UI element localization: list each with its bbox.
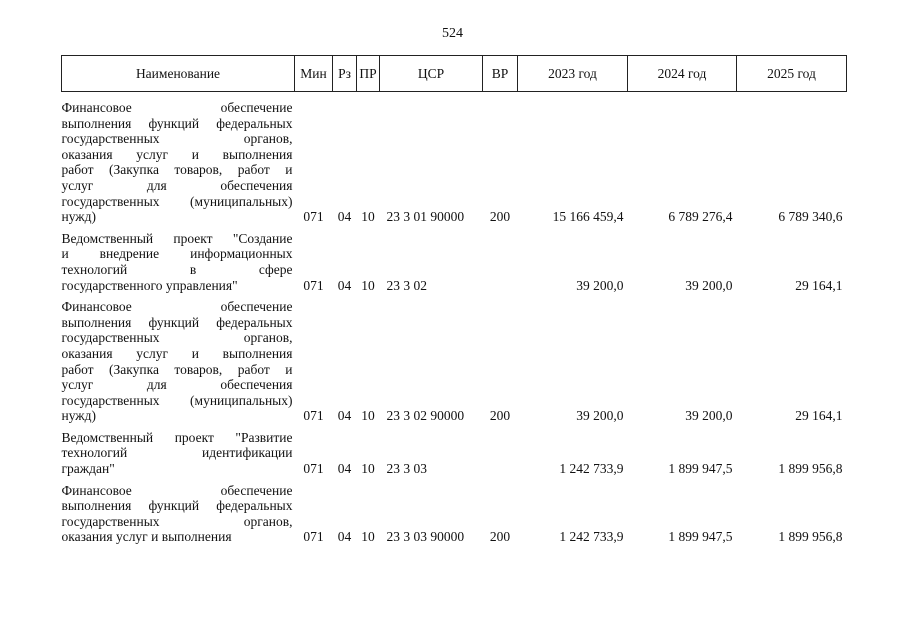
cell-min: 071 xyxy=(303,529,324,545)
column-header-csr: ЦСР xyxy=(380,56,483,92)
name-line: работ (Закупка товаров, работ и xyxy=(61,361,293,377)
name-line: Ведомственный проект "Создание xyxy=(61,230,293,246)
name-line: оказания услуг и выполнения xyxy=(61,345,293,361)
cell-2024: 1 899 947,5 xyxy=(668,529,733,545)
cell-vr xyxy=(483,430,518,483)
cell-2023: 1 242 733,9 xyxy=(559,529,624,545)
column-header-vr: ВР xyxy=(483,56,518,92)
name-line: государственных органов, xyxy=(61,513,293,529)
name-line: услуг для обеспечения xyxy=(61,377,293,393)
cell-2025: 6 789 340,6 xyxy=(778,209,843,225)
cell-csr: 23 3 01 90000 xyxy=(386,209,465,225)
cell-2024: 1 899 947,5 xyxy=(668,461,733,477)
name-line: Финансовое обеспечение xyxy=(61,100,293,115)
column-header-2024: 2024 год xyxy=(628,56,737,92)
column-header-min: Мин xyxy=(295,56,333,92)
cell-rz: 04 xyxy=(337,408,352,424)
name-line: и внедрение информационных xyxy=(61,246,293,262)
cell-vr: 200 xyxy=(489,529,511,545)
name-line: Финансовое обеспечение xyxy=(61,299,293,315)
cell-2025: 1 899 956,8 xyxy=(778,461,843,477)
table-body xyxy=(62,92,847,552)
cell-min: 071 xyxy=(303,408,324,424)
cell-2024: 39 200,0 xyxy=(685,408,733,424)
cell-csr: 23 3 03 90000 xyxy=(386,529,465,545)
cell-name xyxy=(62,231,295,299)
name-line: государственных органов, xyxy=(61,131,293,147)
cell-name xyxy=(62,299,295,430)
name-line: нужд) xyxy=(61,408,96,424)
cell-name xyxy=(62,483,295,551)
table-row xyxy=(62,231,847,299)
table-row xyxy=(62,483,847,551)
cell-pr: 10 xyxy=(361,277,375,293)
cell-name xyxy=(62,92,295,231)
column-header-2023: 2023 год xyxy=(518,56,628,92)
name-line: оказания услуг и выполнения xyxy=(61,146,293,162)
cell-rz: 04 xyxy=(337,461,352,477)
cell-min: 071 xyxy=(303,277,324,293)
name-line: выполнения функций федеральных xyxy=(61,498,293,514)
column-header-2025: 2025 год xyxy=(737,56,847,92)
name-line: услуг для обеспечения xyxy=(61,177,293,193)
table-row xyxy=(62,299,847,430)
table-row xyxy=(62,92,847,231)
cell-csr: 23 3 02 90000 xyxy=(386,408,465,424)
name-line: нужд) xyxy=(61,209,96,225)
cell-rz: 04 xyxy=(337,529,352,545)
cell-name xyxy=(62,430,295,483)
cell-pr: 10 xyxy=(361,461,375,477)
cell-pr: 10 xyxy=(361,408,375,424)
cell-2023: 15 166 459,4 xyxy=(552,209,624,225)
cell-2025: 1 899 956,8 xyxy=(778,529,843,545)
cell-vr xyxy=(483,231,518,299)
cell-rz: 04 xyxy=(337,277,352,293)
name-line: выполнения функций федеральных xyxy=(61,115,293,131)
column-header-rz: Рз xyxy=(333,56,357,92)
table-row xyxy=(62,430,847,483)
cell-2024: 39 200,0 xyxy=(685,277,733,293)
name-line: выполнения функций федеральных xyxy=(61,314,293,330)
cell-vr: 200 xyxy=(489,209,511,225)
cell-min: 071 xyxy=(303,461,324,477)
name-line: государственных (муниципальных) xyxy=(61,193,293,209)
column-header-name: Наименование xyxy=(62,56,295,92)
name-line: технологий идентификации xyxy=(61,445,293,461)
cell-pr: 10 xyxy=(361,529,375,545)
cell-vr: 200 xyxy=(489,408,511,424)
cell-2025: 29 164,1 xyxy=(795,277,843,293)
cell-csr: 23 3 02 xyxy=(386,277,427,293)
name-line: государственных органов, xyxy=(61,330,293,346)
cell-2023: 39 200,0 xyxy=(576,277,624,293)
cell-min: 071 xyxy=(303,209,324,225)
name-line: государственных (муниципальных) xyxy=(61,392,293,408)
table-header-row xyxy=(62,56,847,92)
name-line: технологий в сфере xyxy=(61,261,293,277)
name-line: граждан" xyxy=(61,461,115,477)
cell-rz: 04 xyxy=(337,209,352,225)
cell-pr: 10 xyxy=(361,209,375,225)
name-line: оказания услуг и выполнения xyxy=(61,529,232,545)
name-line: Финансовое обеспечение xyxy=(61,482,293,498)
budget-table xyxy=(61,55,847,551)
cell-2023: 39 200,0 xyxy=(576,408,624,424)
cell-2025: 29 164,1 xyxy=(795,408,843,424)
cell-2023: 1 242 733,9 xyxy=(559,461,624,477)
cell-2024: 6 789 276,4 xyxy=(668,209,733,225)
name-line: работ (Закупка товаров, работ и xyxy=(61,162,293,178)
cell-csr: 23 3 03 xyxy=(386,461,427,477)
name-line: Ведомственный проект "Развитие xyxy=(61,429,293,445)
page-number: 524 xyxy=(442,26,463,41)
column-header-pr: ПР xyxy=(357,56,380,92)
name-line: государственного управления" xyxy=(61,277,238,293)
